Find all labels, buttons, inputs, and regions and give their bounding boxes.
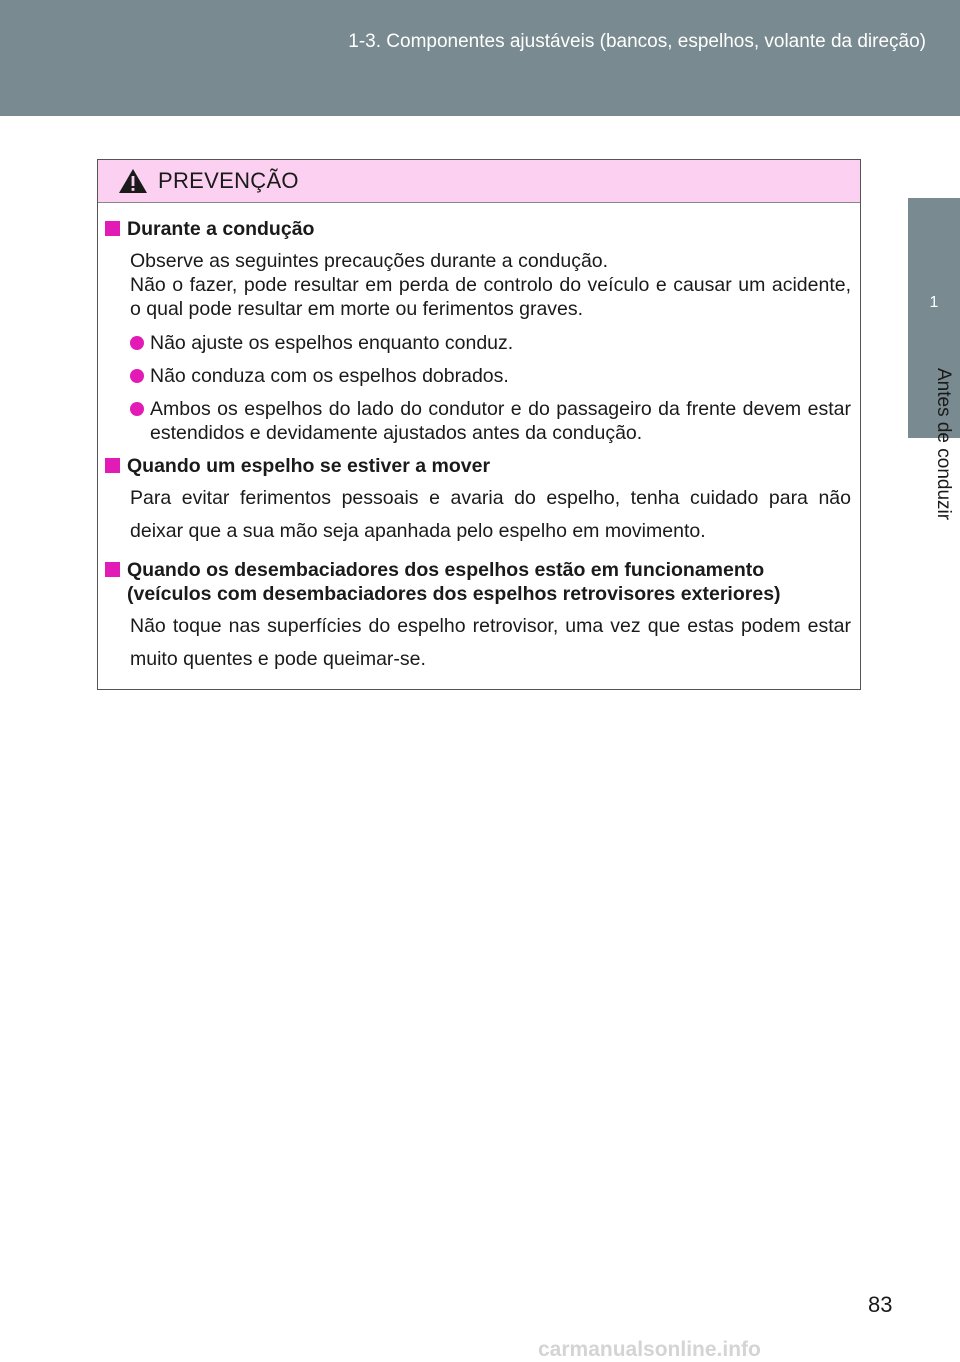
page-header [0, 0, 960, 116]
warning-triangle-icon [118, 168, 148, 194]
warning-header [98, 160, 860, 203]
section-heading-text: Durante a condução [127, 218, 315, 240]
square-bullet-icon [105, 562, 120, 577]
section-heading-text: Quando os desembaciadores dos espelhos estão em funcionamento (veículos com desembaciadores dos espelhos retrovisores exteriores) [127, 559, 781, 605]
bullet-text: Ambos os espelhos do lado do condutor e do passageiro da frente devem estar estendidos e devidamente ajustados antes da condução. [150, 398, 851, 444]
bullet-text: Não ajuste os espelhos enquanto conduz. [150, 332, 514, 354]
section-heading-driving [105, 217, 851, 241]
watermark: carmanualsonline.info [538, 1338, 761, 1361]
circle-bullet-icon [130, 369, 144, 383]
section-heading-defoggers [105, 558, 851, 606]
bullet-item [105, 397, 851, 445]
circle-bullet-icon [130, 336, 144, 350]
paragraph-line: Não o fazer, pode resultar em perda de controlo do veículo e causar um acidente, o qual pode resultar em morte ou ferimentos graves. [130, 274, 851, 320]
page-number: 83 [868, 1292, 893, 1317]
paragraph-line: Observe as seguintes precauções durante a condução. [130, 250, 609, 272]
section-paragraph: Não toque nas superfícies do espelho retrovisor, uma vez que estas podem estar muito quentes e pode queimar-se. [130, 615, 851, 670]
warning-body [98, 203, 860, 676]
warning-title: PREVENÇÃO [158, 168, 299, 193]
bullet-item [105, 364, 851, 388]
square-bullet-icon [105, 221, 120, 236]
section-paragraph: Para evitar ferimentos pessoais e avaria do espelho, tenha cuidado para não deixar que a sua mão seja apanhada pelo espelho em movimento. [130, 487, 851, 542]
chapter-title: 1-3. Componentes ajustáveis (bancos, espelhos, volante da direção) [348, 31, 926, 52]
square-bullet-icon [105, 458, 120, 473]
side-tab-label: Antes de conduzir [933, 368, 954, 521]
bullet-item [105, 331, 851, 355]
circle-bullet-icon [130, 402, 144, 416]
bullet-text: Não conduza com os espelhos dobrados. [150, 365, 509, 387]
section-heading-mirror-moving [105, 454, 851, 478]
section-paragraph [105, 249, 851, 321]
warning-box [97, 159, 861, 690]
section-heading-text: Quando um espelho se estiver a mover [127, 455, 491, 477]
chapter-side-tab [908, 116, 960, 1362]
side-tab-number: 1 [929, 294, 939, 311]
